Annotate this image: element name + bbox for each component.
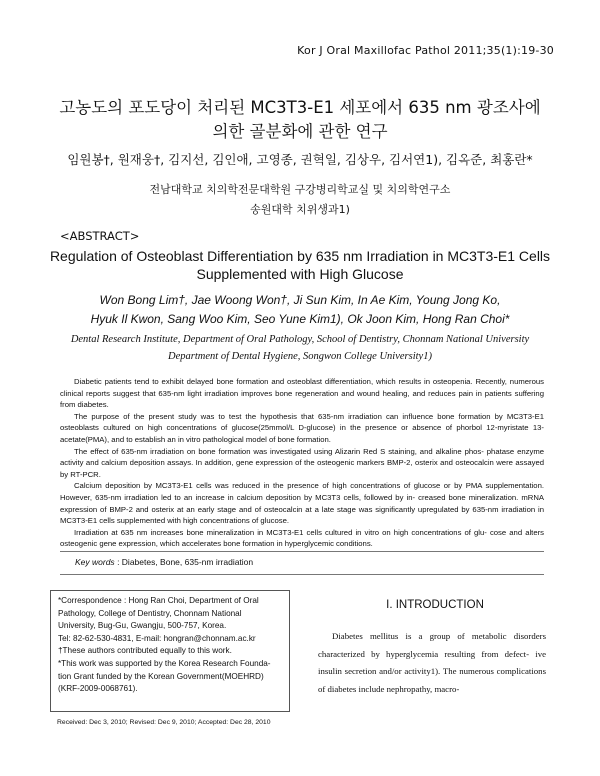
keywords [75, 557, 253, 567]
footnote-line: *Correspondence : Hong Ran Choi, Department of Oral [58, 596, 259, 605]
received-dates: Received: Dec 3, 2010; Revised: Dec 9, 2010; Accepted: Dec 28, 2010 [57, 719, 271, 726]
title-korean-line-1: 고농도의 포도당이 처리된 MC3T3-E1 세포에서 635 nm 광조사에 [59, 98, 541, 117]
introduction-body [318, 628, 546, 698]
affiliation-korean-line-1: 전남대학교 치의학전문대학원 구강병리학교실 및 치의학연구소 [149, 183, 451, 196]
footnote-line: (KRF-2009-0068761). [58, 684, 138, 694]
abstract-paragraph: Irradiation at 635 nm increases bone mineralization in MC3T3-E1 cells cultured in vitro on high concentrations of glu- cose and alters osteogenic gene expression, which accelerates bone formation in hyperglycemic conditions. [60, 527, 544, 549]
correspondence-footnote-box [50, 590, 290, 712]
keywords-rule-top [60, 551, 544, 552]
journal-reference: Kor J Oral Maxillofac Pathol 2011;35(1):19-30 [297, 44, 554, 57]
title-english-line-2: Supplemented with High Glucose [196, 266, 404, 282]
introduction-paragraph: Diabetes mellitus is a group of metabolic disorders characterized by hyperglycemia resulting from defect- ive insulin secretion and/or activity1). The numerous complications of diabetes include nephropathy, macro- [318, 631, 546, 694]
authors-korean: 임원봉†, 원재웅†, 김지선, 김인애, 고영종, 권혁일, 김상우, 김서연1), 김옥준, 최홍란* [67, 152, 533, 167]
affiliation-korean-line-2: 송원대학 치위생과1) [250, 203, 350, 216]
section-heading-introduction: I. INTRODUCTION [386, 599, 484, 611]
abstract-paragraph: The effect of 635-nm irradiation on bone formation was investigated using Alizarin Red S staining, and alkaline phos- phatase enzyme activity and calcium deposition assays. In addition, gene expression of the osteogenic markers BMP-2, osterix and osteocalcin were assayed by RT-PCR. [60, 446, 544, 479]
keywords-rule-bottom [60, 574, 544, 575]
footnote-line: tion Grant funded by the Korean Government(MOEHRD) [58, 671, 264, 681]
abstract-body [60, 376, 544, 550]
keywords-value: : Diabetes, Bone, 635-nm irradiation [117, 557, 254, 567]
authors-english-line-1: Won Bong Lim†, Jae Woong Won†, Ji Sun Kim, In Ae Kim, Young Jong Ko, [99, 293, 501, 307]
footnote-line: Tel: 82-62-530-4831, E-mail: hongran@chonnam.ac.kr [58, 633, 256, 643]
footnote-line: Pathology, College of Dentistry, Chonnam National [58, 608, 242, 618]
abstract-label: <ABSTRACT> [60, 229, 140, 243]
footnote-line: †These authors contributed equally to this work. [58, 646, 232, 656]
footnote-line: *This work was supported by the Korea Research Founda- [58, 658, 271, 668]
title-english-line-1: Regulation of Osteoblast Differentiation by 635 nm Irradiation in MC3T3-E1 Cells [49, 248, 551, 264]
abstract-paragraph: The purpose of the present study was to test the hypothesis that 635-nm irradiation can influence bone formation by MC3T3-E1 osteoblasts cultured on high concentrations of glucose(25mmol/L D-glucose) in the presence or absence of phorbol 12-myristate 13-acetate(PMA), and to establish an in vitro pathological model of bone formation. [60, 411, 544, 444]
footnote-line: University, Bug-Gu, Gwangju, 500-757, Korea. [58, 621, 227, 631]
affiliation-english-line-1: Dental Research Institute, Department of Oral Pathology, School of Dentistry, Chonnam National University [70, 334, 530, 345]
keywords-label: Key words [75, 557, 115, 567]
affiliation-english-line-2: Department of Dental Hygiene, Songwon College University1) [168, 351, 432, 362]
authors-english-line-2: Hyuk Il Kwon, Sang Woo Kim, Seo Yune Kim1), Ok Joon Kim, Hong Ran Choi* [90, 312, 510, 326]
title-korean-line-2: 의한 골분화에 관한 연구 [212, 122, 388, 141]
abstract-paragraph: Diabetic patients tend to exhibit delayed bone formation and osteoblast differentiation, which results in osteopenia. Recently, numerous clinical reports suggest that 635-nm light irradiation improves bone regeneration and wound healing, and reduces pain in patients suffering from diabetes. [60, 377, 544, 410]
abstract-paragraph: Calcium deposition by MC3T3-E1 cells was reduced in the presence of high concentrations of glucose or by PMA supplementation. However, 635-nm irradiation led to an increase in calcium deposition by MC3T3 cells, followed by in- creased bone mineralization. mRNA expression of BMP-2 and osterix at an early stage and of osteocalcin at a late stage was significantly upregulated by 635-nm irradiation in MC3T3-E1 cells supplemented with high concentrations of glucose. [60, 481, 544, 526]
